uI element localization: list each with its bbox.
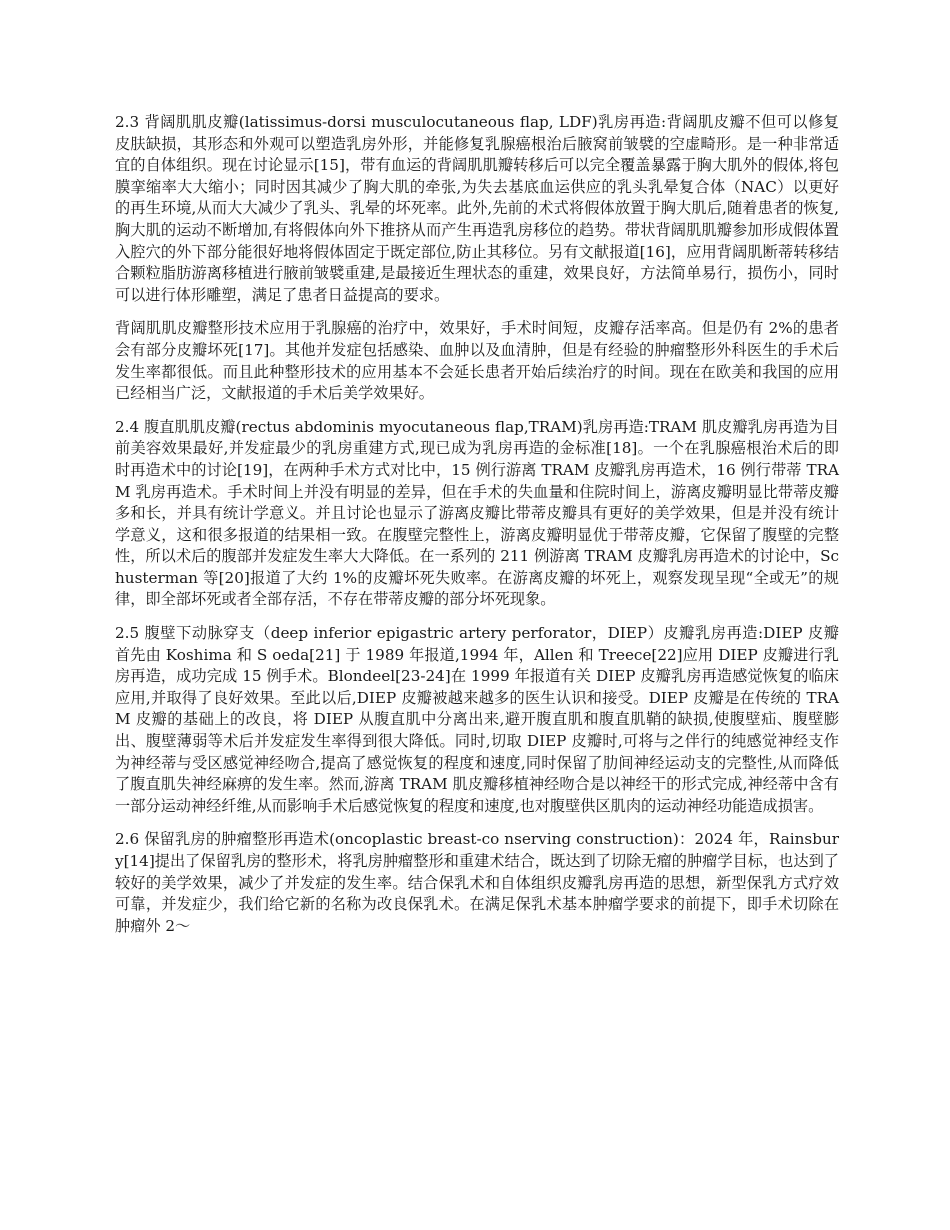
paragraph-oncoplastic-breast-conserving: 2.6 保留乳房的肿瘤整形再造术(oncoplastic breast-co nserving construction)：2024 年，Rainsbury[14]提出了保留乳房的整形术，将乳房肿瘤整形和重建术结合，既达到了切除无瘤的肿瘤学目标，也达到了较好的美学效果，减少了并发症的发生率。结合保乳术和自体组织皮瓣乳房再造的思想，新型保乳方式疗效可靠，并发症少，我们给它新的名称为改良保乳术。在满足保乳术基本肿瘤学要求的前提下，即手术切除在肿瘤外 2～ [115, 830, 839, 935]
document-page [115, 112, 839, 949]
paragraph-latissimus-dorsi-flap: 2.3 背阔肌肌皮瓣(latissimus-dorsi musculocutaneous flap, LDF)乳房再造:背阔肌皮瓣不但可以修复皮肤缺损，其形态和外观可以塑造乳房外形，并能修复乳腺癌根治后腋窝前皱襞的空虚畸形。是一种非常适宜的自体组织。现在讨论显示[15]，带有血运的背阔肌肌瓣转移后可以完全覆盖暴露于胸大肌外的假体,将包膜挛缩率大大缩小；同时因其减少了胸大肌的牵张,为失去基底血运供应的乳头乳晕复合体（NAC）以更好的再生环境,从而大大减少了乳头、乳晕的坏死率。此外,先前的术式将假体放置于胸大肌后,随着患者的恢复,胸大肌的运动不断增加,有将假体向外下推挤从而产生再造乳房移位的趋势。带状背阔肌肌瓣参加形成假体置入腔穴的外下部分能很好地将假体固定于既定部位,防止其移位。另有文献报道[16]，应用背阔肌断蒂转移结合颗粒脂肪游离移植进行腋前皱襞重建,是最接近生理状态的重建，效果良好，方法简单易行，损伤小，同时可以进行体形雕塑，满足了患者日益提高的要求。 [115, 113, 839, 304]
paragraph-ldf-outcomes: 背阔肌肌皮瓣整形技术应用于乳腺癌的治疗中，效果好，手术时间短，皮瓣存活率高。但是仍有 2%的患者会有部分皮瓣坏死[17]。其他并发症包括感染、血肿以及血清肿，但是有经验的肿瘤整形外科医生的手术后发生率都很低。而且此种整形技术的应用基本不会延长患者开始后续治疗的时间。现在在欧美和我国的应用已经相当广泛，文献报道的手术后美学效果好。 [115, 319, 839, 403]
paragraph-tram-flap: 2.4 腹直肌肌皮瓣(rectus abdominis myocutaneous flap,TRAM)乳房再造:TRAM 肌皮瓣乳房再造为目前美容效果最好,并发症最少的乳房重建方式,现已成为乳房再造的金标准[18]。一个在乳腺癌根治术后的即时再造术中的讨论[19]，在两种手术方式对比中，15 例行游离 TRAM 皮瓣乳房再造术，16 例行带蒂 TRAM 乳房再造术。手术时间上并没有明显的差异，但在手术的失血量和住院时间上，游离皮瓣明显比带蒂皮瓣多和长，并具有统计学意义。并且讨论也显示了游离皮瓣比带蒂皮瓣具有更好的美学效果，但是并没有统计学意义，这和很多报道的结果相一致。在腹壁完整性上，游离皮瓣明显优于带蒂皮瓣，它保留了腹壁的完整性，所以术后的腹部并发症发生率大大降低。在一系列的 211 例游离 TRAM 皮瓣乳房再造术的讨论中，Schusterman 等[20]报道了大约 1%的皮瓣坏死失败率。在游离皮瓣的坏死上，观察发现呈现“全或无”的规律，即全部坏死或者全部存活，不存在带蒂皮瓣的部分坏死现象。 [115, 417, 839, 609]
paragraph-diep-flap: 2.5 腹壁下动脉穿支（deep inferior epigastric artery perforator，DIEP）皮瓣乳房再造:DIEP 皮瓣首先由 Koshima 和 S oeda[21] 于 1989 年报道,1994 年，Allen 和 Treece[22]应用 DIEP 皮瓣进行乳房再造，成功完成 15 例手术。Blondeel[23-24]在 1999 年报道有关 DIEP 皮瓣乳房再造感觉恢复的临床应用,并取得了良好效果。至此以后,DIEP 皮瓣被越来越多的医生认识和接受。DIEP 皮瓣是在传统的 TRAM 皮瓣的基础上的改良，将 DIEP 从腹直肌中分离出来,避开腹直肌和腹直肌鞘的缺损,使腹壁疝、腹壁膨出、腹壁薄弱等术后并发症发生率得到很大降低。同时,切取 DIEP 皮瓣时,可将与之伴行的纯感觉神经支作为神经蒂与受区感觉神经吻合,提高了感觉恢复的程度和速度,同时保留了肋间神经运动支的完整性,从而降低了腹直肌失神经麻痹的发生率。然而,游离 TRAM 肌皮瓣移植神经吻合是以神经干的形式完成,神经蒂中含有一部分运动神经纤维,从而影响手术后感觉恢复的程度和速度,也对腹壁供区肌肉的运动神经功能造成损害。 [115, 624, 839, 815]
